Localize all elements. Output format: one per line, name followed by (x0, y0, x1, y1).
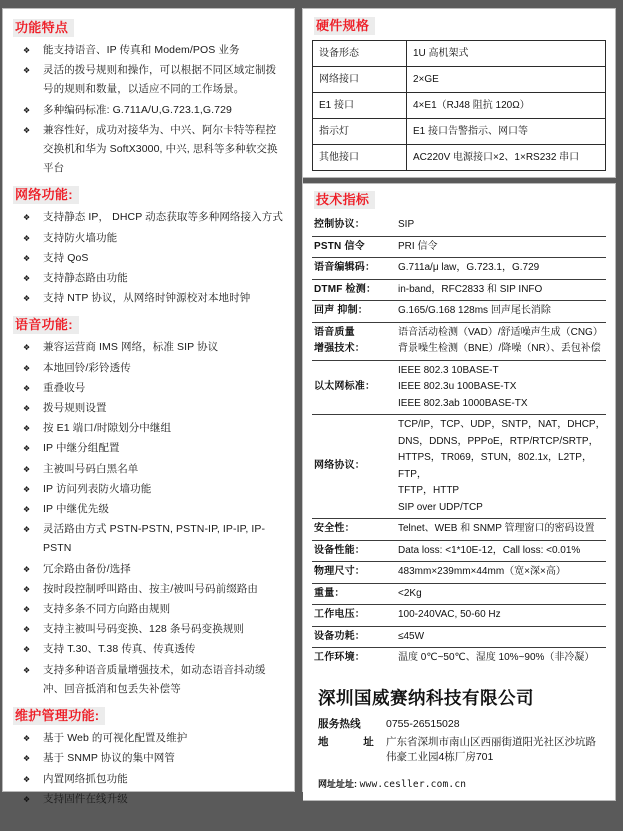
tech-value (390, 519, 606, 541)
tech-value-line: DNS，DDNS，PPPoE，RTP/RTCP/SRTP， (398, 435, 599, 447)
list-item: ❖ 支持静态路由功能 (11, 269, 286, 288)
list-item: ❖ 基于 Web 的可视化配置及维护 (11, 729, 286, 748)
tech-key (312, 626, 390, 648)
list-item: ❖ IP 中继分组配置 (11, 439, 286, 458)
list-item: ❖ 支持固件在线升级 (11, 790, 286, 809)
table-row (313, 67, 606, 93)
list-item: ❖ 重叠收号 (11, 379, 286, 398)
tech-key (312, 583, 390, 605)
tech-value-line: <2Kg (398, 587, 422, 599)
list-item: ❖ 兼容运营商 IMS 网络，标准 SIP 协议 (11, 338, 286, 357)
tech-value-line: TFTP，HTTP (398, 485, 460, 496)
list-item: ❖ 基于 SNMP 协议的集中网管 (11, 749, 286, 768)
list-item: ❖ 兼容性好，成功对接华为、中兴、阿尔卡特等程控交换机和华为 SoftX3000, 中兴, 思科等多种软交换平台 (11, 121, 286, 179)
table-row (313, 93, 606, 119)
tech-value-line: 100-240VAC, 50-60 Hz (398, 609, 501, 620)
table-row (312, 648, 606, 669)
list-item: ❖ 能支持语音、IP 传真和 Modem/POS 业务 (11, 41, 286, 60)
list-item: ❖ 多种编码标准: G.711A/U,G.723.1,G.729 (11, 101, 286, 120)
tech-key (312, 415, 390, 519)
tech-value (390, 301, 606, 323)
list-item: ❖ 灵活的拨号规则和操作，可以根据不同区域定制拨号的规则和数量，以适应不同的工作场景。 (11, 61, 286, 99)
tech-key-line: 安全性： (314, 523, 355, 534)
tech-key-line: 工作电压： (314, 609, 365, 620)
list-item: ❖ 按时段控制呼叫路由、按主/被叫号码前缀路由 (11, 580, 286, 599)
tech-key-line: 网络协议： (314, 460, 365, 472)
tech-value (390, 322, 606, 360)
tech-key-line: 工作环境： (314, 652, 365, 663)
list-item: ❖ 支持静态 IP， DHCP 动态获取等多种网络接入方式 (11, 208, 286, 227)
tech-key (312, 279, 390, 301)
tech-key-line: DTMF 检测： (314, 283, 377, 295)
tech-key (312, 360, 390, 415)
tech-value (390, 236, 606, 258)
address-label (318, 735, 386, 765)
tech-key (312, 540, 390, 562)
tech-value (390, 626, 606, 648)
hw-value: 2×GE (407, 67, 606, 93)
list-item: ❖ 支持多条不同方向路由规则 (11, 600, 286, 619)
specs-column (303, 8, 616, 792)
tech-value (390, 562, 606, 584)
tech-key (312, 215, 390, 236)
tech-value-line: G.165/G.168 128ms 回声尾长消除 (398, 305, 551, 316)
table-row (313, 119, 606, 145)
tech-value-line: PRI 信令 (398, 240, 438, 252)
list-item: ❖ 支持防火墙功能 (11, 229, 286, 248)
tech-value-line: 语音活动检测（VAD）/舒适噪声生成（CNG） (398, 326, 603, 338)
feature-list-maintenance (11, 729, 286, 809)
tech-value (390, 648, 606, 669)
hw-value: AC220V 电源接口×2、1×RS232 串口 (407, 145, 606, 171)
hotline-value: 0755-26515028 (386, 717, 460, 730)
tech-key (312, 301, 390, 323)
tech-value (390, 415, 606, 519)
list-item: ❖ 支持 QoS (11, 249, 286, 268)
list-item: ❖ 冗余路由备份/选择 (11, 560, 286, 579)
hardware-spec-panel (303, 8, 616, 178)
table-row (313, 145, 606, 171)
table-row (312, 236, 606, 258)
address-value: 广东省深圳市南山区西丽街道阳光社区沙坑路伟豪工业园4栋厂房701 (386, 735, 596, 763)
tech-value-line: in-band，RFC2833 和 SIP INFO (398, 283, 543, 295)
tech-key-line: 设备功耗： (314, 630, 365, 642)
address-label-part1: 地 (318, 735, 329, 748)
hw-key: 网络接口 (313, 67, 407, 93)
table-row (313, 41, 606, 67)
tech-value-line: SIP over UDP/TCP (398, 501, 483, 513)
tech-value (390, 540, 606, 562)
tech-value (390, 258, 606, 280)
feature-list-network (11, 208, 286, 308)
tech-value (390, 605, 606, 627)
hotline-label: 服务热线 (318, 717, 361, 730)
list-item: ❖ IP 中继优先级 (11, 500, 286, 519)
tech-key (312, 519, 390, 541)
tech-value-line: Data loss: <1*10E-12，Call loss: <0.01% (398, 544, 581, 556)
tech-value-line: IEEE 802.3u 100BASE-TX (398, 381, 517, 392)
tech-key-line: 控制协议： (314, 219, 365, 230)
company-name: 深圳国威赛纳科技有限公司 (318, 688, 534, 709)
hw-value: E1 接口告警指示、网口等 (407, 119, 606, 145)
list-item: ❖ 灵活路由方式 PSTN-PSTN, PSTN-IP, IP-IP, IP-PSTN (11, 520, 286, 558)
section-heading-technical: 技术指标 (314, 191, 375, 209)
hw-key: 指示灯 (313, 119, 407, 145)
section-heading-voice: 语音功能: (13, 316, 79, 334)
section-heading-hardware: 硬件规格 (314, 17, 375, 35)
section-heading-features: 功能特点 (13, 19, 74, 37)
feature-list-voice (11, 338, 286, 699)
tech-key-line: PSTN 信令 (314, 240, 365, 252)
table-row (312, 322, 606, 360)
features-column (2, 8, 294, 805)
table-row (312, 415, 606, 519)
table-row (312, 626, 606, 648)
list-item: ❖ 本地回铃/彩铃透传 (11, 359, 286, 378)
table-row (312, 540, 606, 562)
tech-key (312, 605, 390, 627)
website-value[interactable]: www.cesller.com.cn (359, 778, 467, 790)
tech-key-line: 重量： (314, 587, 345, 599)
table-row (312, 562, 606, 584)
website-row (318, 777, 604, 790)
section-heading-network: 网络功能: (13, 186, 79, 204)
tech-key-line: 物理尺寸： (314, 566, 365, 577)
feature-list-features (11, 41, 286, 178)
tech-key (312, 258, 390, 280)
list-item: ❖ 支持 T.30、T.38 传真、传真透传 (11, 640, 286, 659)
tech-key-line: 增强技术： (314, 343, 365, 354)
list-item: ❖ 主被叫号码白黑名单 (11, 460, 286, 479)
tech-value-line: 温度 0℃~50℃、湿度 10%~90%（非冷凝） (398, 652, 595, 663)
tech-value (390, 583, 606, 605)
table-row (312, 301, 606, 323)
tech-value-line: IEEE 802.3ab 1000BASE-TX (398, 397, 528, 409)
list-item: ❖ IP 访问列表防火墙功能 (11, 480, 286, 499)
tech-value (390, 360, 606, 415)
hw-value: 4×E1（RJ48 阻抗 120Ω） (407, 93, 606, 119)
column-divider (294, 8, 303, 792)
tech-key (312, 236, 390, 258)
table-row (312, 583, 606, 605)
hardware-spec-table (312, 40, 606, 171)
list-item: ❖ 支持主被叫号码变换、128 条号码变换规则 (11, 620, 286, 639)
tech-value-line: 背景噪生检测（BNE）/降噪（NR）、丢包补偿 (398, 343, 601, 354)
hw-key: 设备形态 (313, 41, 407, 67)
tech-value-line: ≤45W (398, 630, 425, 642)
hw-key: 其他接口 (313, 145, 407, 171)
tech-key-line: 回声 抑制： (314, 305, 368, 316)
list-item: ❖ 支持多种语音质量增强技术，如动态语音抖动缓冲、回音抵消和包丢失补偿等 (11, 661, 286, 699)
tech-value-line: IEEE 802.3 10BASE-T (398, 364, 499, 376)
list-item: ❖ 按 E1 端口/时隙划分中继组 (11, 419, 286, 438)
website-label: 网址址址: (318, 778, 357, 789)
list-item: ❖ 内置网络抓包功能 (11, 770, 286, 789)
hotline-row (318, 717, 604, 732)
tech-value-line: G.711a/μ law，G.723.1，G.729 (398, 262, 540, 273)
tech-value-line: TCP/IP，TCP、UDP，SNTP，NAT，DHCP， (398, 419, 606, 430)
address-row (318, 735, 604, 765)
table-row (312, 258, 606, 280)
table-row (312, 519, 606, 541)
company-footer (312, 685, 606, 794)
technical-spec-table (312, 215, 606, 669)
section-heading-maintenance: 维护管理功能: (13, 707, 105, 725)
tech-value (390, 215, 606, 236)
tech-value-line: SIP (398, 219, 415, 230)
tech-key-line: 以太网标准： (314, 381, 376, 392)
tech-key-line: 设备性能： (314, 544, 365, 556)
tech-value-line: 483mm×239mm×44mm（宽×深×高） (398, 566, 566, 577)
list-item: ❖ 支持 NTP 协议，从网络时钟源校对本地时钟 (11, 289, 286, 308)
table-row (312, 279, 606, 301)
tech-value-line: HTTPS，TR069，STUN，802.1x，L2TP，FTP， (398, 452, 592, 480)
tech-value (390, 279, 606, 301)
tech-key-line: 语音质量 (314, 326, 355, 338)
tech-key (312, 322, 390, 360)
list-item: ❖ 拨号规则设置 (11, 399, 286, 418)
address-label-part2: 址 (363, 735, 374, 748)
tech-key (312, 562, 390, 584)
hw-value: 1U 高机架式 (407, 41, 606, 67)
table-row (312, 215, 606, 236)
technical-spec-panel (303, 183, 616, 801)
table-row (312, 360, 606, 415)
tech-value-line: Telnet、WEB 和 SNMP 管理窗口的密码设置 (398, 523, 595, 534)
hw-key: E1 接口 (313, 93, 407, 119)
table-row (312, 605, 606, 627)
tech-key-line: 语音编辑码： (314, 262, 376, 273)
tech-key (312, 648, 390, 669)
